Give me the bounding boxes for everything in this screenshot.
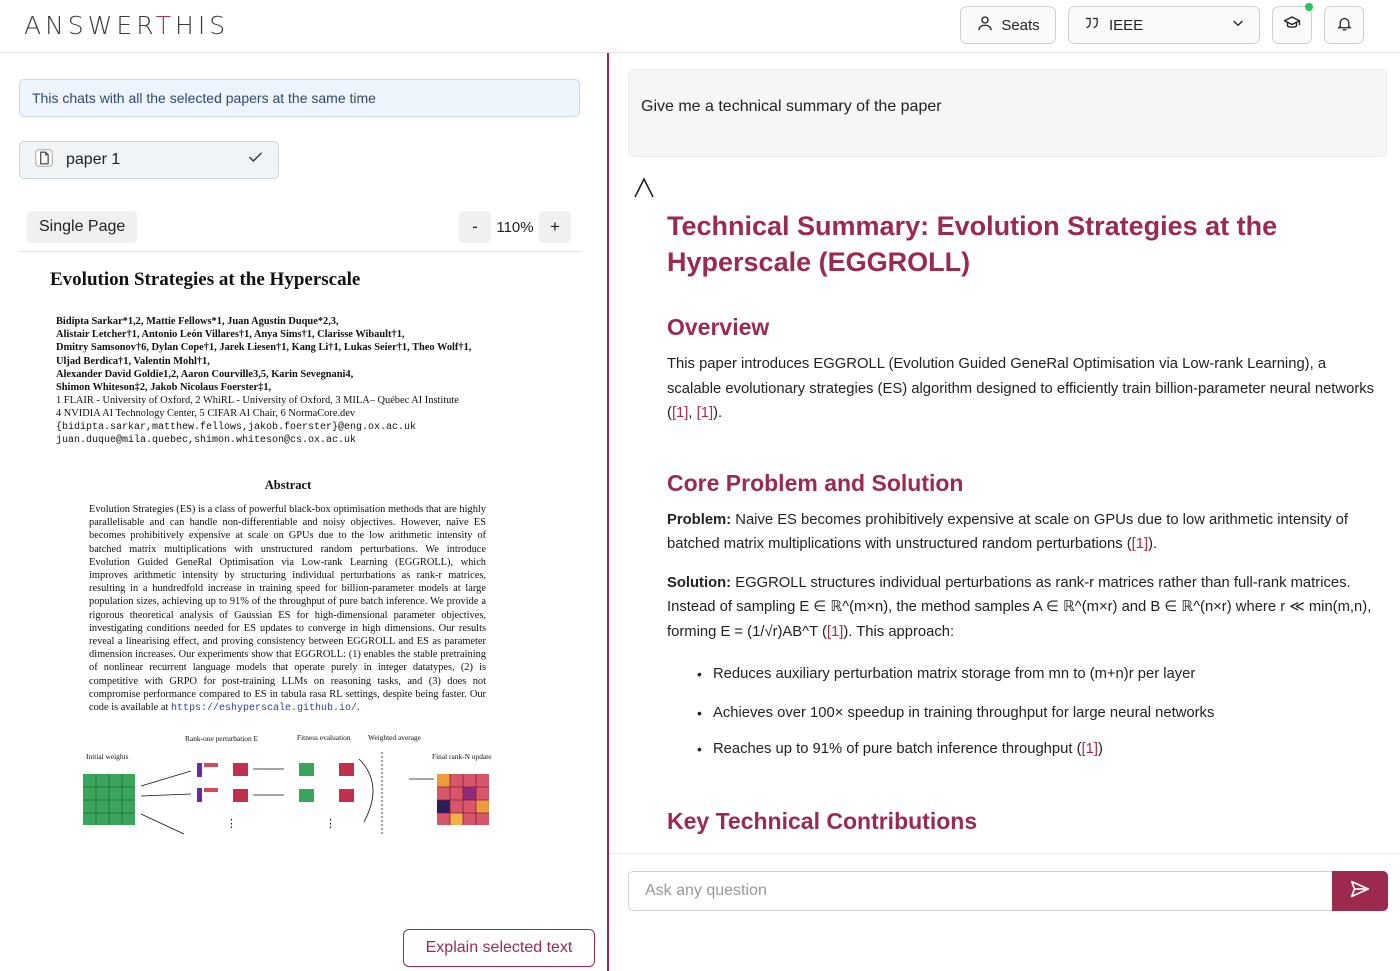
- problem-label: Problem:: [667, 511, 732, 528]
- final-update-grid: [437, 774, 489, 825]
- ask-input[interactable]: Ask any question: [628, 871, 1333, 911]
- bullet3-text: Reaches up to 91% of pure batch inference throughput (: [713, 741, 1082, 757]
- abstract-end: .: [356, 702, 360, 714]
- seats-button[interactable]: [960, 6, 1056, 44]
- email-line: {bidipta.sarkar,matthew.fellows,jakob.foerster}@eng.ox.ac.uk: [56, 421, 417, 433]
- solution-text: EGGROLL structures individual perturbations as rank-r matrices rather than full-rank matrices. Instead of sampling E ∈ ℝ^(m×n), the method samples A ∈ ℝ^(m×r) and B ∈ ℝ^(n×r) where r ≪ min(m,n), forming E = (1/√r)AB^T (: [667, 574, 1372, 640]
- solution-label: Solution:: [667, 574, 732, 591]
- list-item: • Reduces auxiliary perturbation matrix storage from mn to (m+n)r per layer: [667, 662, 1377, 686]
- author-line: Bidipta Sarkar*1,2, Mattie Fellows*1, Juan Agustin Duque*2,3,: [56, 316, 339, 327]
- zoom-level: 110%: [496, 218, 534, 236]
- composer-divider: [609, 853, 1400, 854]
- problem-paragraph: [667, 508, 1377, 557]
- list-item: [667, 737, 1377, 761]
- solution-paragraph: [667, 571, 1377, 645]
- pdf-page[interactable]: [19, 252, 589, 952]
- overview-sep: ,: [688, 405, 693, 421]
- figure-label-final: Final rank-N update: [432, 752, 492, 761]
- abstract-text: [89, 503, 486, 715]
- overview-end: ).: [713, 405, 723, 421]
- assistant-answer: [667, 208, 1377, 836]
- problem-text: Naive ES becomes prohibitively expensive at scale on GPUs due to low arithmetic intensity of batched matrix multiplications with unstructured random perturbations (: [667, 511, 1348, 552]
- citation-link[interactable]: [1]: [696, 405, 714, 421]
- list-item: • Achieves over 100× speedup in training throughput for large neural networks: [667, 701, 1377, 725]
- abstract-body: Evolution Strategies (ES) is a class of powerful black-box optimisation methods that are highly parallelisable and can handle non-differentiable and noisy objectives. However, naïve ES becomes prohibitively expensive at scale on GPUs due to the low arithmetic intensity of batched matrix multiplications with unstructured random perturbations. We introduce Evolution Guided GeneRal Optimisation via Low-rank Learning (EGGROLL), which improves arithmetic intensity by structuring individual perturbations as rank-r matrices, resulting in a hundredfold increase in training speed for billion-parameter models at large population sizes, achieving up to 91% of the throughput of pure batch inference. We provide a rigorous theoretical analysis of Gaussian ES for high-dimensional parameter objectives, investigating conditions needed for ES updates to converge in high dimensions. Our results reveal a linearising effect, and proving consistency between EGGROLL and ES as parameter dimension increases. Our experiments show that EGGROLL: (1) enables the stable pretraining of nonlinear recurrent language models that operate purely in integer datatypes, (2) is competitive with GRPO for post-training LLMs on reasoning tasks, and (3) does not compromise performance compared to ES in tabula rasa RL settings, despite being faster. Our code is available at: [89, 504, 486, 714]
- bell-icon: [1336, 15, 1353, 36]
- author-line: Alexander David Goldie1,2, Aaron Courville3,5, Karin Sevegnani4,: [56, 368, 354, 380]
- explain-selected-text-button[interactable]: Explain selected text: [403, 929, 595, 967]
- citation-style-value: IEEE: [1109, 16, 1144, 34]
- citation-link[interactable]: [1]: [671, 405, 689, 421]
- logo-text-pre: ANSWER: [24, 11, 156, 40]
- problem-end: ).: [1148, 536, 1158, 552]
- view-mode-button[interactable]: Single Page: [27, 211, 137, 243]
- author-line: Alistair Letcher†1, Antonio León Villares†1, Anya Sims†1, Clarisse Wibault†1,: [56, 329, 405, 341]
- overview-text: This paper introduces EGGROLL (Evolution Guided GeneRal Optimisation via Low-rank Learning), a scalable evolutionary strategies (ES) algorithm designed to efficiently train billion-parameter neural networks (: [667, 356, 1375, 421]
- paper-selector[interactable]: [19, 141, 279, 179]
- figure-diagram: [79, 734, 509, 844]
- initial-weights-grid: [83, 774, 135, 825]
- figure-label-initial: Initial weights: [86, 752, 129, 761]
- citation-link[interactable]: [1]: [1081, 741, 1098, 757]
- contribution-list: [667, 662, 1377, 761]
- user-query-bubble: Give me a technical summary of the paper: [628, 69, 1387, 157]
- figure-label-weighted: Weighted average: [368, 733, 421, 742]
- author-line: Shimon Whiteson‡2, Jakob Nicolaus Foerster‡1,: [56, 382, 272, 394]
- send-button[interactable]: [1332, 871, 1388, 911]
- pdf-panel: [0, 53, 608, 971]
- affiliation-line: 4 NVIDIA AI Technology Center, 5 CIFAR AI Chair, 6 NormaCore.dev: [56, 408, 356, 420]
- logo-text-accent: T: [155, 11, 176, 40]
- notification-dot: [1305, 3, 1313, 11]
- solution-end: ). This approach:: [843, 623, 955, 640]
- chevron-down-icon: [1231, 16, 1245, 34]
- overview-paragraph: [667, 352, 1377, 426]
- answer-title: Technical Summary: Evolution Strategies at the Hyperscale (EGGROLL): [667, 211, 1278, 277]
- info-banner: This chats with all the selected papers at the same time: [19, 79, 580, 117]
- perturbation-1: [197, 763, 354, 777]
- file-icon: [34, 148, 54, 173]
- figure-label-fitness: Fitness evaluation: [297, 733, 351, 742]
- quote-icon: [1083, 15, 1100, 36]
- assistant-logo-icon: [633, 177, 655, 204]
- graduation-cap-icon: [1283, 14, 1301, 36]
- author-line: Uljad Berdica†1, Valentin Mohl†1,: [56, 355, 210, 367]
- user-icon: [976, 14, 994, 36]
- overview-heading: Overview: [667, 314, 770, 340]
- learn-button[interactable]: [1272, 6, 1312, 44]
- citation-link[interactable]: [1]: [826, 623, 844, 640]
- chat-panel: [609, 53, 1400, 971]
- pdf-authors: [56, 315, 496, 447]
- abstract-heading: Abstract: [264, 478, 312, 492]
- bullet3-end: ): [1097, 741, 1103, 757]
- citation-style-select[interactable]: [1068, 6, 1260, 44]
- zoom-out-button[interactable]: -: [459, 211, 491, 243]
- logo-text-post: HIS: [175, 11, 230, 40]
- affiliation-line: 1 FLAIR - University of Oxford, 2 WhiRL - University of Oxford, 3 MILA– Québec AI Institute: [56, 395, 459, 407]
- app-logo[interactable]: [24, 11, 229, 40]
- email-line: juan.duque@mila.quebec,shimon.whiteson@cs.ox.ac.uk: [56, 434, 357, 446]
- seats-label: Seats: [1001, 16, 1040, 34]
- pdf-figure: [79, 734, 509, 844]
- core-heading: Core Problem and Solution: [667, 469, 964, 496]
- zoom-in-button[interactable]: +: [539, 211, 571, 243]
- send-icon: [1349, 878, 1371, 905]
- author-line: Dmitry Samsonov†6, Dylan Cope†1, Jarek Liesen†1, Kang Li†1, Lukas Seier†1, Theo Wolf†1,: [56, 342, 472, 354]
- notifications-button[interactable]: [1324, 6, 1364, 44]
- check-icon: [247, 149, 264, 171]
- abstract-link[interactable]: https://eshyperscale.github.io/: [170, 703, 357, 715]
- citation-link[interactable]: [1]: [1131, 536, 1149, 552]
- paper-label: paper 1: [66, 151, 121, 168]
- figure-label-rank-one: Rank-one perturbation E: [185, 734, 259, 743]
- top-header: [0, 0, 1400, 53]
- pdf-title: Evolution Strategies at the Hyperscale: [50, 269, 361, 290]
- svg-text:⋮: ⋮: [226, 818, 237, 830]
- key-contributions-heading: Key Technical Contributions: [667, 808, 978, 834]
- svg-text:⋮: ⋮: [325, 818, 336, 830]
